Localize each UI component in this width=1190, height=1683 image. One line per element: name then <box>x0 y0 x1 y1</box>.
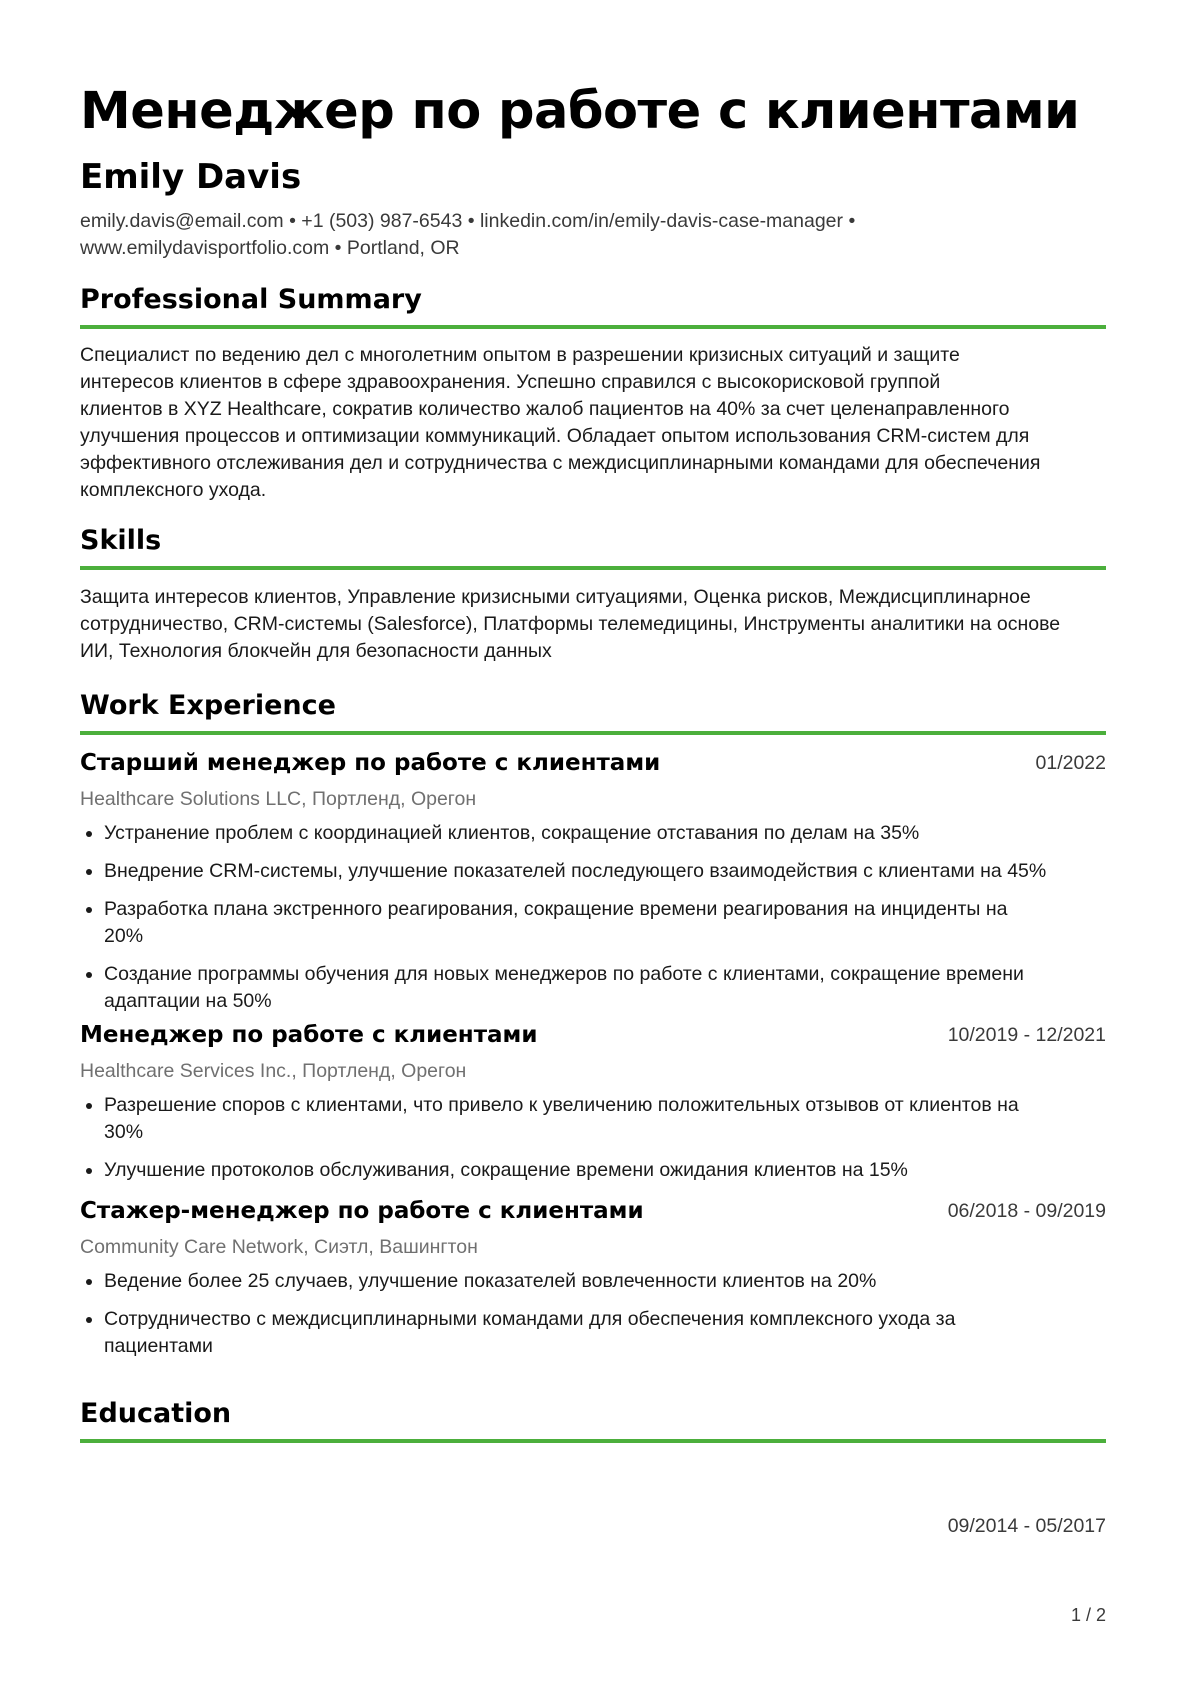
education-date: 09/2014 - 05/2017 <box>947 1515 1106 1537</box>
summary-line: интересов клиентов в сфере здравоохранения. Успешно справился с высокорисковой группой <box>80 371 941 393</box>
bullet-icon <box>86 869 92 875</box>
bullet-item <box>80 1268 1106 1295</box>
bullet-line: пациентами <box>104 1335 213 1357</box>
job-bullets <box>80 1092 1106 1184</box>
job-entry <box>80 1022 1106 1195</box>
bullet-line: Устранение проблем с координацией клиентов, сокращение отставания по делам на 35% <box>104 822 920 844</box>
job-role: Менеджер по работе с клиентами <box>80 1022 538 1048</box>
job-entry <box>80 750 1106 1026</box>
bullet-icon <box>86 972 92 978</box>
skills-line: Защита интересов клиентов, Управление кризисными ситуациями, Оценка рисков, Междисциплинарное <box>80 586 1031 608</box>
summary-line: Специалист по ведению дел с многолетним опытом в разрешении кризисных ситуаций и защите <box>80 344 960 366</box>
job-company: Community Care Network, Сиэтл, Вашингтон <box>80 1236 478 1258</box>
bullet-icon <box>86 1279 92 1285</box>
candidate-name: Emily Davis <box>80 157 302 197</box>
section-heading-summary: Professional Summary <box>80 284 1106 329</box>
skills-line: сотрудничество, CRM-системы (Salesforce), Платформы телемедицины, Инструменты аналитики на основе <box>80 613 1061 635</box>
summary-line: комплексного ухода. <box>80 479 267 501</box>
bullet-line: Разрешение споров с клиентами, что привело к увеличению положительных отзывов от клиентов на <box>104 1094 1019 1116</box>
skills-line: ИИ, Технология блокчейн для безопасности данных <box>80 640 552 662</box>
job-header <box>80 1198 1106 1232</box>
summary-text <box>80 342 1106 504</box>
job-bullets <box>80 820 1106 1015</box>
bullet-item <box>80 896 1106 950</box>
job-date: 01/2022 <box>1035 752 1106 774</box>
section-heading-skills: Skills <box>80 525 1106 570</box>
job-date: 06/2018 - 09/2019 <box>947 1200 1106 1222</box>
bullet-icon <box>86 1317 92 1323</box>
job-date: 10/2019 - 12/2021 <box>947 1024 1106 1046</box>
bullet-line: Сотрудничество с междисциплинарными командами для обеспечения комплексного ухода за <box>104 1308 956 1330</box>
bullet-item <box>80 820 1106 847</box>
bullet-item <box>80 1092 1106 1146</box>
job-bullets <box>80 1268 1106 1360</box>
page-number: 1 / 2 <box>1070 1605 1106 1625</box>
bullet-item <box>80 961 1106 1015</box>
bullet-line: адаптации на 50% <box>104 990 272 1012</box>
skills-text <box>80 584 1106 665</box>
job-company: Healthcare Services Inc., Портленд, Орегон <box>80 1060 467 1082</box>
section-heading-experience: Work Experience <box>80 690 1106 735</box>
resume-title: Менеджер по работе с клиентами <box>80 82 1080 141</box>
bullet-line: Разработка плана экстренного реагирования, сокращение времени реагирования на инциденты на <box>104 898 1008 920</box>
contact-info <box>80 208 1106 262</box>
job-role: Старший менеджер по работе с клиентами <box>80 750 661 776</box>
bullet-item <box>80 1157 1106 1184</box>
bullet-item <box>80 858 1106 885</box>
bullet-item <box>80 1306 1106 1360</box>
job-entry <box>80 1198 1106 1371</box>
summary-line: клиентов в XYZ Healthcare, сократив количество жалоб пациентов на 40% за счет целенаправленного <box>80 398 1010 420</box>
job-company: Healthcare Solutions LLC, Портленд, Орегон <box>80 788 477 810</box>
bullet-line: 20% <box>104 925 144 947</box>
bullet-icon <box>86 1168 92 1174</box>
section-heading-education: Education <box>80 1398 1106 1443</box>
job-role: Стажер-менеджер по работе с клиентами <box>80 1198 644 1224</box>
bullet-line: Ведение более 25 случаев, улучшение показателей вовлеченности клиентов на 20% <box>104 1270 877 1292</box>
bullet-icon <box>86 1103 92 1109</box>
job-header <box>80 1022 1106 1056</box>
bullet-icon <box>86 907 92 913</box>
summary-line: улучшения процессов и оптимизации коммуникаций. Обладает опытом использования CRM-систем для <box>80 425 1030 447</box>
bullet-line: Создание программы обучения для новых менеджеров по работе с клиентами, сокращение времени <box>104 963 1024 985</box>
bullet-line: Внедрение CRM-системы, улучшение показателей последующего взаимодействия с клиентами на 45% <box>104 860 1047 882</box>
bullet-line: 30% <box>104 1121 144 1143</box>
job-header <box>80 750 1106 784</box>
summary-line: эффективного отслеживания дел и сотрудничества с междисциплинарными командами для обеспечения <box>80 452 1041 474</box>
bullet-line: Улучшение протоколов обслуживания, сокращение времени ожидания клиентов на 15% <box>104 1159 908 1181</box>
bullet-icon <box>86 831 92 837</box>
contact-line: emily.davis@email.com • +1 (503) 987-6543 • linkedin.com/in/emily-davis-case-manager • <box>80 210 856 232</box>
contact-line: www.emilydavisportfolio.com • Portland, OR <box>80 237 460 259</box>
